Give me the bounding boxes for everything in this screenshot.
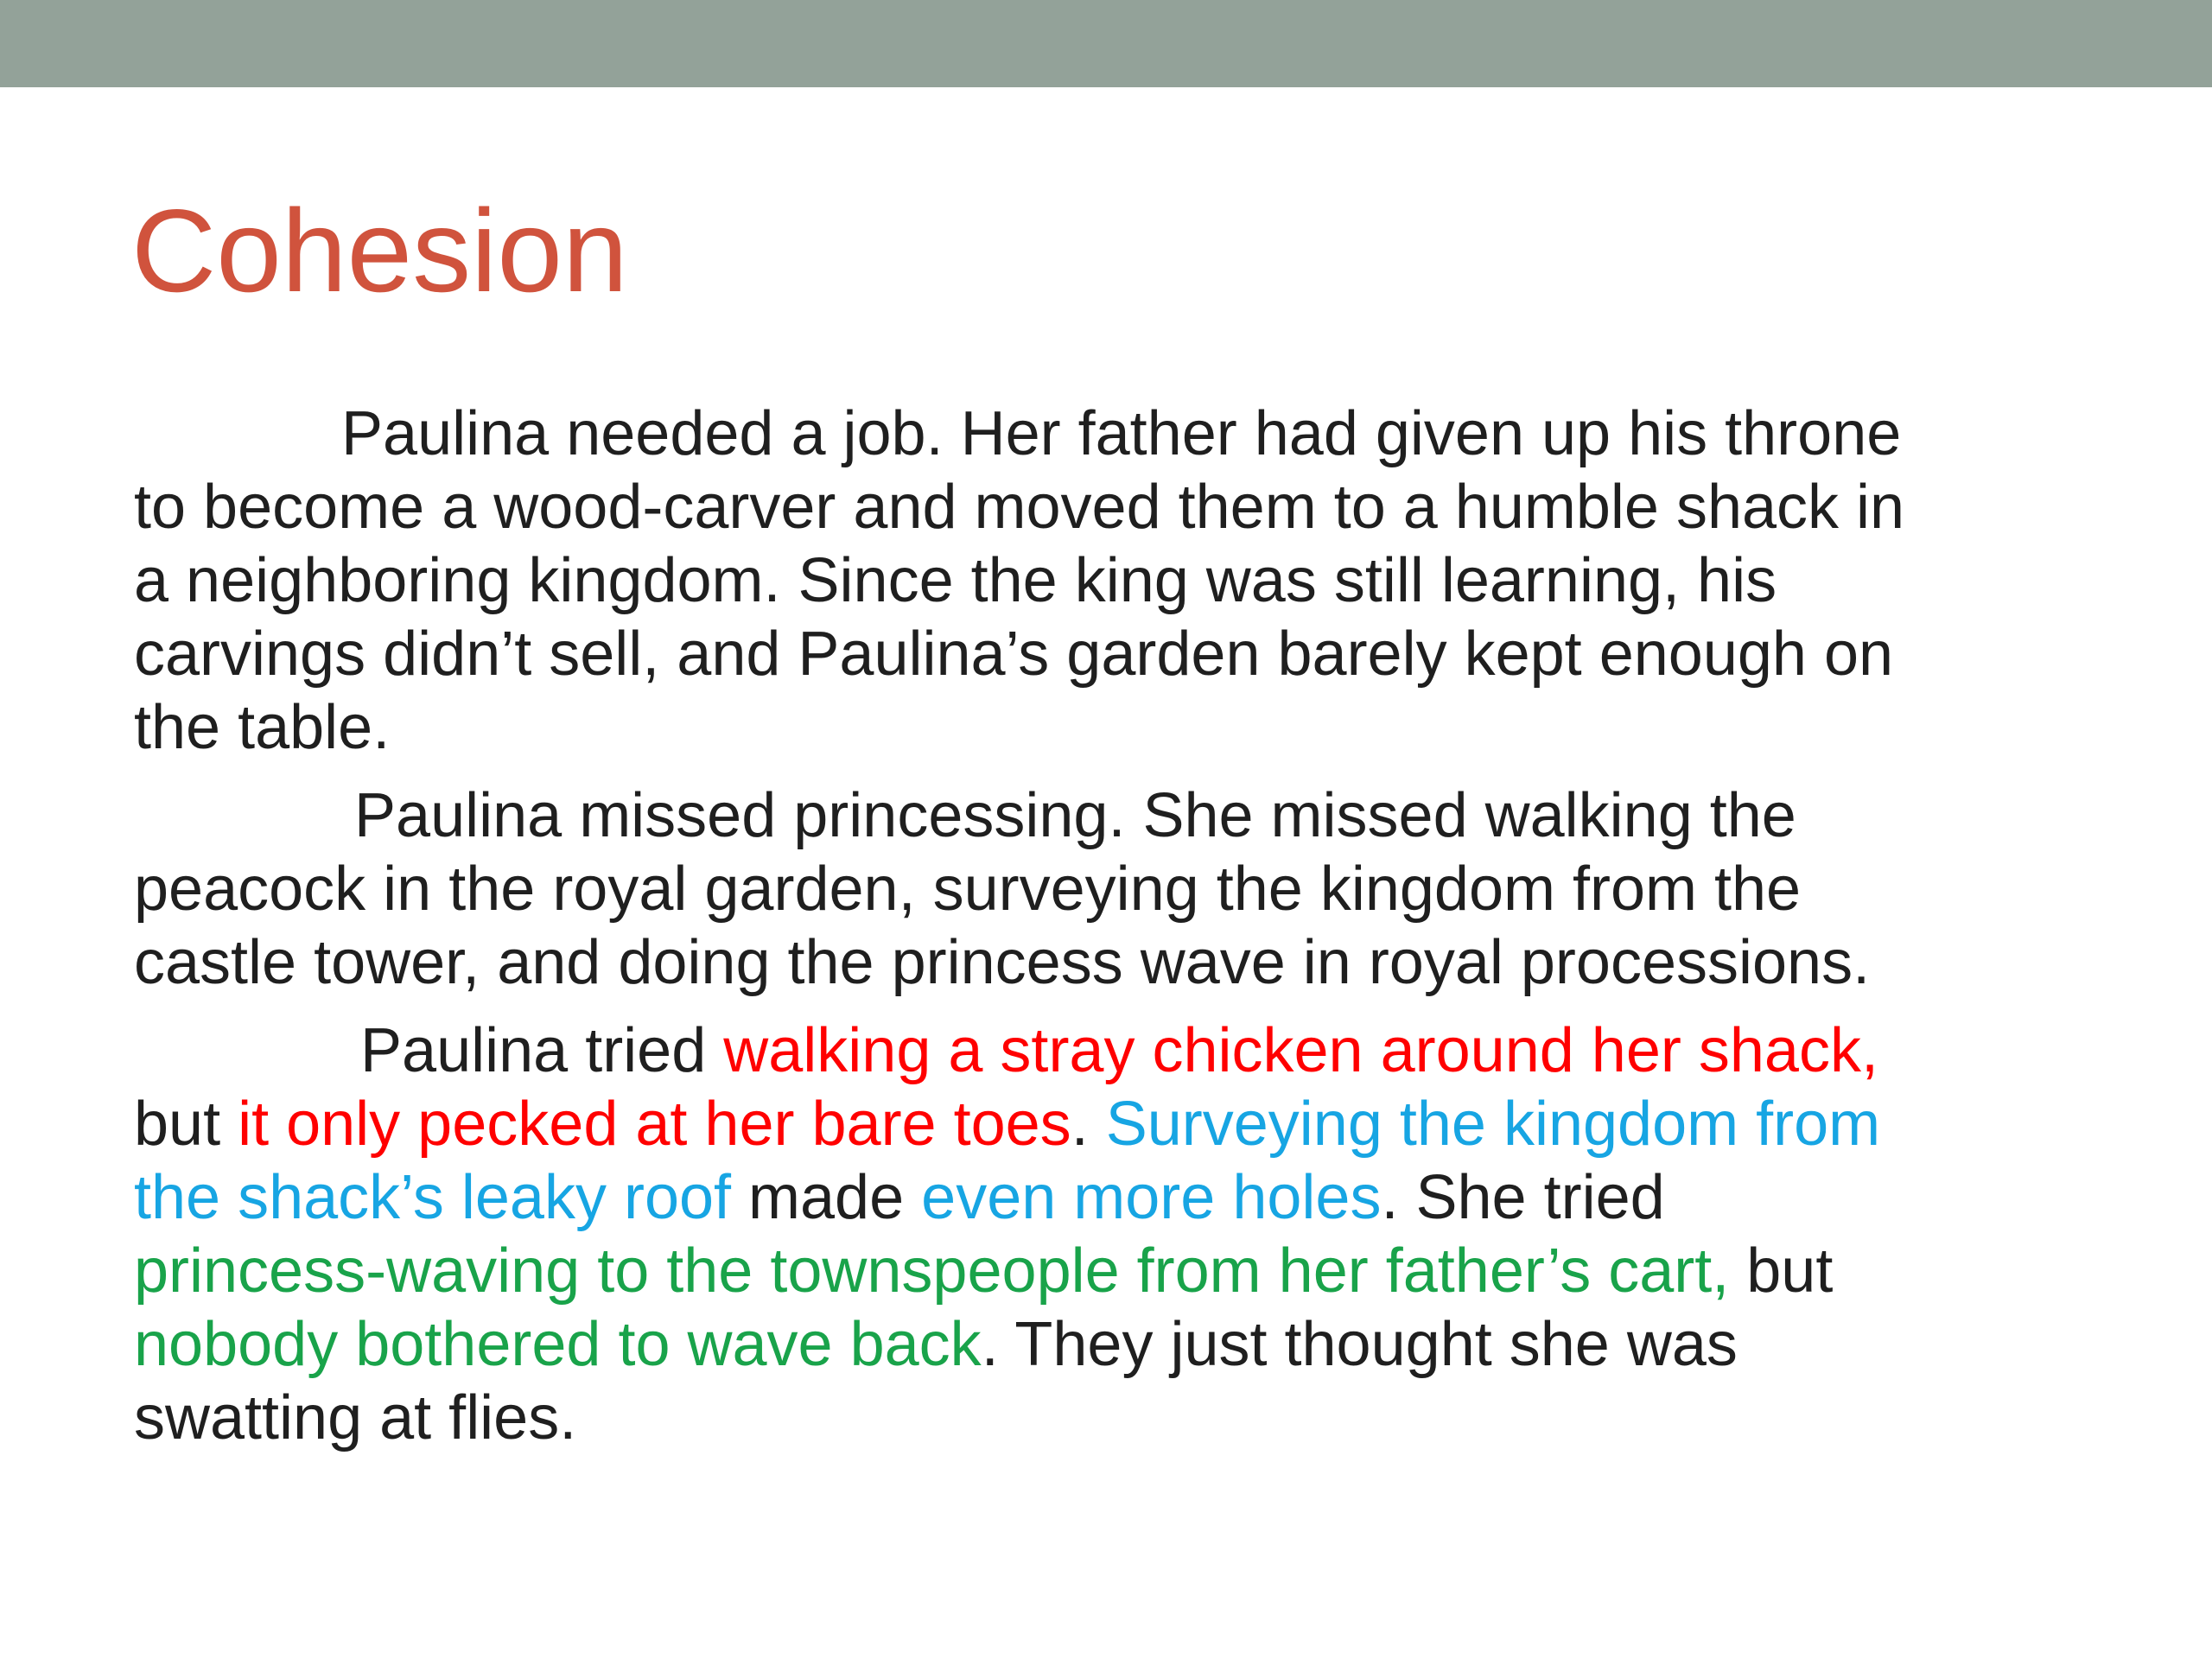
highlight-more-holes: even more holes (921, 1163, 1382, 1232)
paragraph-3-text-tried: Paulina tried (360, 1016, 724, 1085)
highlight-leaky-roof: the shack’s leaky roof (134, 1163, 732, 1232)
highlight-walking-chicken: walking a stray chicken around her shack, (723, 1016, 1878, 1085)
paragraph-3-line-3 (134, 1161, 2147, 1235)
highlight-princess-waving: princess-waving to the townspeople from her father’s cart, (134, 1236, 1730, 1306)
paragraph-1 (134, 397, 2147, 765)
highlight-nobody-waved: nobody bothered to wave back (134, 1310, 982, 1379)
paragraph-1-line-5: the table. (134, 693, 391, 762)
paragraph-3-line-5 (134, 1308, 2147, 1382)
paragraph-3-line-6: swatting at flies. (134, 1383, 577, 1452)
paragraph-1-line-1 (134, 397, 2147, 471)
paragraph-3-line-2 (134, 1088, 2147, 1161)
paragraph-3-text-she-tried: . She tried (1381, 1163, 1665, 1232)
paragraph-1-line-4: carvings didn’t sell, and Paulina’s garden barely kept enough on (134, 620, 1894, 689)
paragraph-3-text-but: but (134, 1090, 238, 1159)
paragraph-3 (134, 1014, 2147, 1455)
paragraph-1-line-3: a neighboring kingdom. Since the king was still learning, his (134, 546, 1777, 615)
body-text (134, 397, 2147, 1470)
highlight-surveying-kingdom: Surveying the kingdom from (1105, 1090, 1881, 1159)
paragraph-3-text-but-2: but (1729, 1236, 1834, 1306)
paragraph-2 (134, 779, 2147, 1000)
paragraph-3-line-4 (134, 1235, 2147, 1308)
paragraph-3-line-1 (134, 1014, 2147, 1088)
paragraph-2-line-3: castle tower, and doing the princess wave in royal processions. (134, 928, 1871, 997)
slide-title: Cohesion (131, 185, 628, 316)
highlight-pecked-toes: it only pecked at her bare toes (238, 1090, 1071, 1159)
paragraph-2-line-1-text: Paulina missed princessing. She missed walking the (354, 781, 1796, 850)
paragraph-3-text-period: . (1071, 1090, 1106, 1159)
paragraph-3-text-they-thought: . They just thought she was (981, 1310, 1738, 1379)
top-accent-bar (0, 0, 2212, 87)
paragraph-1-line-1-text: Paulina needed a job. Her father had given up his throne (341, 399, 1902, 468)
paragraph-2-line-2: peacock in the royal garden, surveying the kingdom from the (134, 855, 1802, 924)
paragraph-2-line-1 (134, 779, 2147, 853)
paragraph-1-line-2: to become a wood-carver and moved them to a humble shack in (134, 473, 1905, 542)
paragraph-3-text-made: made (731, 1163, 922, 1232)
